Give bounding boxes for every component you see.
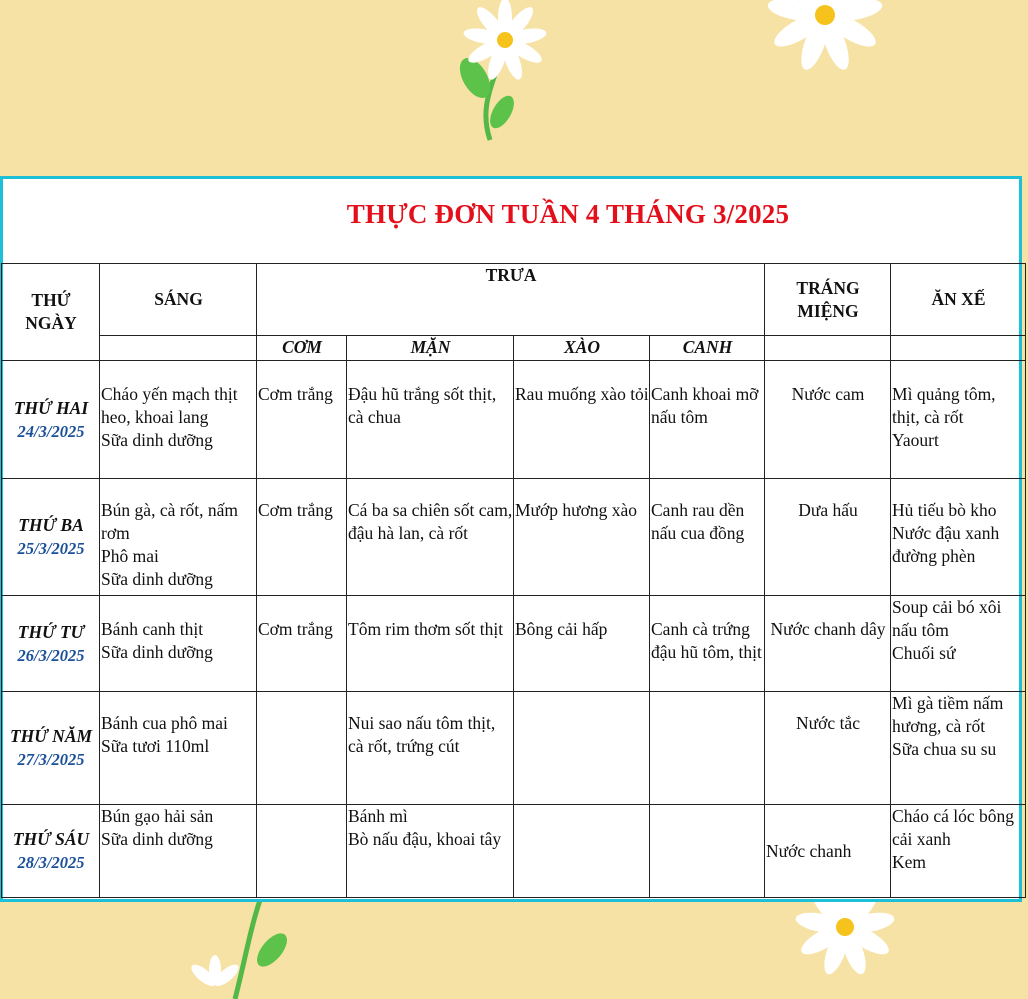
soup-cell <box>650 805 765 898</box>
day-cell: THỨ BA 25/3/2025 <box>2 479 100 596</box>
daisy-flower-icon <box>740 0 910 110</box>
header-day: THỨ NGÀY <box>2 264 100 361</box>
table-row <box>2 805 1026 898</box>
rice-cell: Cơm trắng <box>257 596 347 692</box>
day-cell: THỨ TƯ 26/3/2025 <box>2 596 100 692</box>
day-cell: THỨ SÁU 28/3/2025 <box>2 805 100 898</box>
dessert-cell: Nước tắc <box>765 692 891 805</box>
rice-cell <box>257 692 347 805</box>
dessert-cell: Nước cam <box>765 361 891 479</box>
snack-cell: Hủ tiếu bò kho Nước đậu xanh đường phèn <box>891 479 1026 596</box>
header-lunch: TRƯA <box>257 264 765 336</box>
soup-cell: Canh cà trứng đậu hũ tôm, thịt <box>650 596 765 692</box>
snack-cell: Mì gà tiềm nấm hương, cà rốt Sữa chua su su <box>891 692 1026 805</box>
breakfast-cell: Bánh canh thịt Sữa dinh dưỡng <box>100 596 257 692</box>
stem-leaf-icon <box>190 900 310 999</box>
breakfast-cell: Cháo yến mạch thịt heo, khoai lang Sữa dinh dưỡng <box>100 361 257 479</box>
dessert-cell: Nước chanh dây <box>765 596 891 692</box>
breakfast-cell: Bún gà, cà rốt, nấm rơm Phô mai Sữa dinh dưỡng <box>100 479 257 596</box>
soup-cell <box>650 692 765 805</box>
breakfast-cell: Bún gạo hải sản Sữa dinh dưỡng <box>100 805 257 898</box>
stirfry-cell: Mướp hương xào <box>514 479 650 596</box>
header-breakfast: SÁNG <box>100 264 257 336</box>
table-row <box>2 596 1026 692</box>
header-row <box>2 264 1026 336</box>
stirfry-cell: Rau muống xào tỏi <box>514 361 650 479</box>
main-dish-cell: Nui sao nấu tôm thịt, cà rốt, trứng cút <box>347 692 514 805</box>
stirfry-cell: Bông cải hấp <box>514 596 650 692</box>
subheader-main: MẶN <box>347 336 514 361</box>
subheader-rice: CƠM <box>257 336 347 361</box>
stirfry-cell <box>514 692 650 805</box>
snack-cell: Cháo cá lóc bông cải xanh Kem <box>891 805 1026 898</box>
rice-cell: Cơm trắng <box>257 361 347 479</box>
main-dish-cell: Đậu hũ trắng sốt thịt, cà chua <box>347 361 514 479</box>
table-row <box>2 479 1026 596</box>
rice-cell: Cơm trắng <box>257 479 347 596</box>
main-dish-cell: Bánh mì Bò nấu đậu, khoai tây <box>347 805 514 898</box>
page-title: THỰC ĐƠN TUẦN 4 THÁNG 3/2025 <box>346 199 790 229</box>
stirfry-cell <box>514 805 650 898</box>
subheader-row <box>2 336 1026 361</box>
snack-cell: Mì quảng tôm, thịt, cà rốt Yaourt <box>891 361 1026 479</box>
breakfast-cell: Bánh cua phô mai Sữa tươi 110ml <box>100 692 257 805</box>
snack-cell: Soup cải bó xôi nấu tôm Chuối sứ <box>891 596 1026 692</box>
subheader-soup: CANH <box>650 336 765 361</box>
day-cell: THỨ NĂM 27/3/2025 <box>2 692 100 805</box>
table-row <box>2 692 1026 805</box>
soup-cell: Canh rau dền nấu cua đồng <box>650 479 765 596</box>
daisy-flower-icon <box>770 895 920 999</box>
table-row <box>2 361 1026 479</box>
menu-panel <box>0 176 1022 902</box>
soup-cell: Canh khoai mỡ nấu tôm <box>650 361 765 479</box>
header-snack: ĂN XẾ <box>891 264 1026 336</box>
weekly-menu-table <box>1 263 1026 898</box>
header-dessert: TRÁNG MIỆNG <box>765 264 891 336</box>
rice-cell <box>257 805 347 898</box>
subheader-stirfry: XÀO <box>514 336 650 361</box>
daisy-flower-icon <box>430 0 590 160</box>
dessert-cell: Dưa hấu <box>765 479 891 596</box>
main-dish-cell: Tôm rim thơm sốt thịt <box>347 596 514 692</box>
dessert-cell: Nước chanh <box>765 805 891 898</box>
day-cell: THỨ HAI 24/3/2025 <box>2 361 100 479</box>
main-dish-cell: Cá ba sa chiên sốt cam, đậu hà lan, cà rốt <box>347 479 514 596</box>
